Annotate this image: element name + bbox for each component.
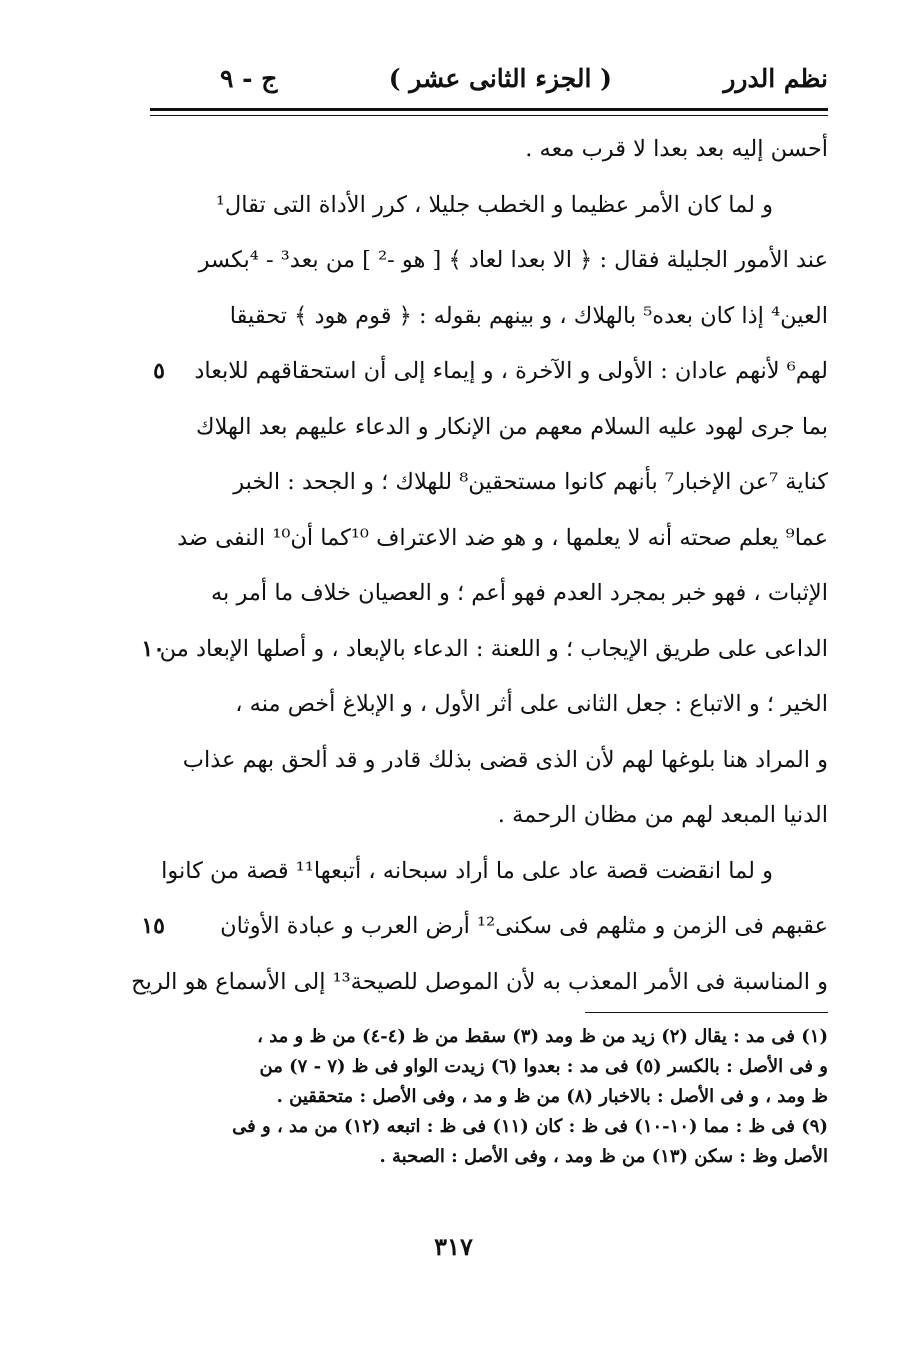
body-line-text: الإثبات ، فهو خبر بمجرد العدم فهو أعم ؛ و العصيان خلاف ما أمر به <box>210 580 828 606</box>
part-label: ( الجزء الثانى عشر ) <box>388 63 612 93</box>
footnote-line: و فى الأصل : بالكسر (٥) فى مد : بعدوا (٦) زيدت الواو فى ظ (٧ - ٧) من <box>259 1056 828 1077</box>
footnotes <box>150 1022 828 1172</box>
body-line <box>131 955 828 1011</box>
body-line-text: و المناسبة فى الأمر المعذب به لأن الموصل للصيحة¹³ إلى الأسماع هو الريح <box>131 968 828 995</box>
body-line <box>175 400 828 456</box>
body-line <box>175 178 828 234</box>
page-number: ٣١٧ <box>434 1232 473 1261</box>
body-line <box>141 622 828 678</box>
footnote-line: (٩) فى ظ : مما (١٠-١٠) فى ظ : كان (١١) فى ظ : اتبعه (١٢) من مد ، و فى <box>232 1116 828 1137</box>
body-line-text: الداعى على طريق الإيجاب ؛ و اللعنة : الدعاء بالإبعاد ، و أصلها الإبعاد من <box>159 635 828 662</box>
body-line <box>175 566 828 622</box>
body-line-text: العين⁴ إذا كان بعده⁵ بالهلاك ، و بينهم بقوله : ﴿ قوم هود ﴾ تحقيقا <box>229 302 828 329</box>
line-number: ١٥ <box>141 913 165 939</box>
body-line-text: عقبهم فى الزمن و مثلهم فى سكنى¹² أرض العرب و عبادة الأوثان <box>220 913 828 939</box>
body-line-text: أحسن إليه بعد بعدا لا قرب معه . <box>525 136 828 162</box>
volume-label: ج - ٩ <box>220 63 278 93</box>
footnote-line: الأصل وظ : سكن (١٣) من ظ ومد ، وفى الأصل : الصحبة . <box>379 1146 828 1167</box>
footnote-line: (١) فى مد : يقال (٢) زيد من ظ ومد (٣) سقط من ظ (٤-٤) من ظ و مد ، <box>257 1026 828 1047</box>
body-line-text: الخير ؛ و الاتباع : جعل الثانى على أثر الأول ، و الإبلاغ أخص منه ، <box>235 691 828 717</box>
body-line <box>153 344 828 400</box>
book-title: نظم الدرر <box>723 63 828 93</box>
header-rule-thick <box>150 108 828 111</box>
line-number: ٥ <box>153 358 165 384</box>
body-line-text: الدنيا المبعد لهم من مظان الرحمة . <box>497 802 828 828</box>
body-text <box>131 122 828 1010</box>
body-line-text: عما⁹ يعلم صحته أنه لا يعلمها ، و هو ضد الاعتراف ¹⁰كما أن¹⁰ النفى ضد <box>177 524 828 551</box>
footnote-line: ظ ومد ، و فى الأصل : بالاخبار (٨) من ظ و مد ، وفى الأصل : متحققين . <box>276 1086 828 1107</box>
body-line <box>175 122 828 178</box>
running-header <box>150 56 828 100</box>
body-line <box>175 233 828 289</box>
body-line-text: لهم⁶ لأنهم عادان : الأولى و الآخرة ، و إيماء إلى أن استحقاقهم للابعاد <box>194 358 828 384</box>
body-line <box>175 733 828 789</box>
body-line-text: عند الأمور الجليلة فقال : ﴿ الا بعدا لعاد ﴾ [ هو -² ] من بعد³ - ⁴بكسر <box>198 247 828 273</box>
body-line-text: كناية ⁷عن الإخبار⁷ بأنهم كانوا مستحقين⁸ للهلاك ؛ و الجحد : الخبر <box>233 469 828 495</box>
header-rule-thin <box>150 115 828 116</box>
body-line <box>175 455 828 511</box>
body-line <box>175 788 828 844</box>
body-line <box>141 899 828 955</box>
footnote-rule <box>585 1012 828 1013</box>
body-line <box>175 511 828 567</box>
line-number: ١٠ <box>141 635 165 662</box>
body-line <box>175 289 828 345</box>
body-line <box>175 677 828 733</box>
body-line <box>161 844 828 900</box>
body-line-text: و لما كان الأمر عظيما و الخطب جليلا ، كرر الأداة التى تقال¹ <box>215 191 773 218</box>
body-line-text: بما جرى لهود عليه السلام معهم من الإنكار و الدعاء عليهم بعد الهلاك <box>196 413 828 440</box>
body-line-text: و المراد هنا بلوغها لهم لأن الذى قضى بذلك قادر و قد ألحق بهم عذاب <box>182 746 828 773</box>
body-line-text: و لما انقضت قصة عاد على ما أراد سبحانه ، أتبعها¹¹ قصة من كانوا <box>161 857 773 884</box>
